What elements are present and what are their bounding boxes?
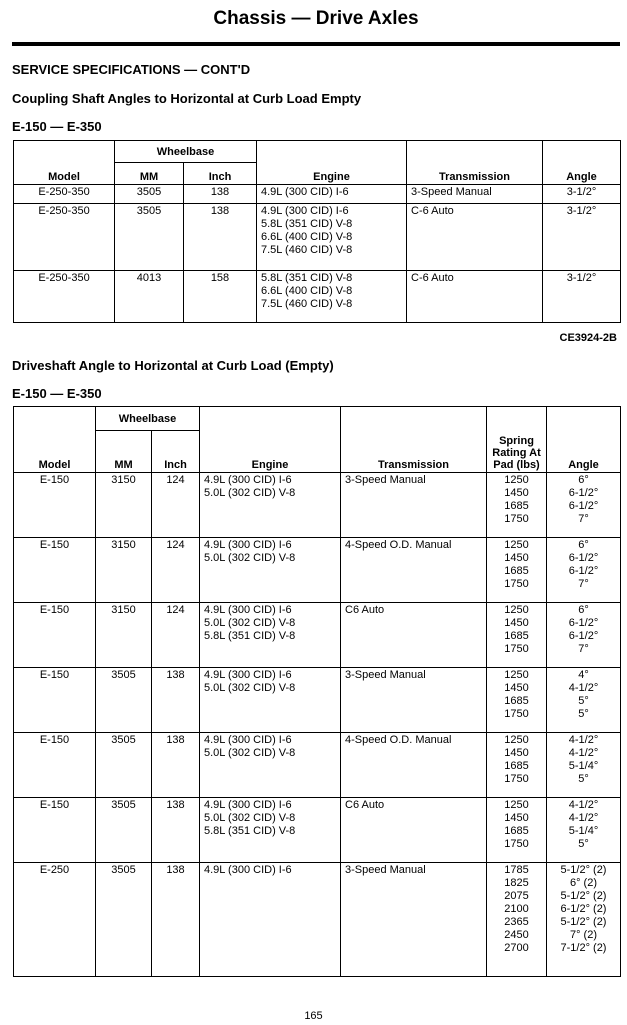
spring-cell xyxy=(487,473,547,538)
angle-cell-line: 6° xyxy=(578,604,589,616)
model-cell: E-150 xyxy=(14,668,96,733)
transmission-cell: 4-Speed O.D. Manual xyxy=(341,538,487,603)
engine-cell-line: 4.9L (300 CID) I-6 xyxy=(204,734,292,746)
engine-cell-line: 4.9L (300 CID) I-6 xyxy=(204,604,292,616)
spring-cell-line: 1450 xyxy=(504,682,529,694)
engine-cell xyxy=(200,863,341,977)
model-cell: E-250-350 xyxy=(14,204,115,271)
spring-cell-line: 1785 xyxy=(504,864,529,876)
table-row xyxy=(14,271,621,323)
mm-cell: 3505 xyxy=(96,668,152,733)
spring-cell-line: 1450 xyxy=(504,552,529,564)
engine-cell-line: 5.0L (302 CID) V-8 xyxy=(204,487,296,499)
angle-cell-line: 4-1/2° xyxy=(568,682,599,694)
table-row xyxy=(14,798,621,863)
mm-cell: 3505 xyxy=(96,798,152,863)
angle-cell-line: 5-1/2° (2) xyxy=(560,890,607,902)
engine-cell-line: 5.0L (302 CID) V-8 xyxy=(204,747,296,759)
inch-cell: 124 xyxy=(152,603,200,668)
header-wheelbase: Wheelbase xyxy=(96,407,200,431)
header-inch: Inch xyxy=(152,431,200,473)
angle-cell-line: 7° xyxy=(578,578,589,590)
angle-cell-line: 5° xyxy=(578,695,589,707)
spring-cell-line: 1450 xyxy=(504,487,529,499)
mm-cell: 3505 xyxy=(115,185,184,204)
angle-cell-line: 5-1/4° xyxy=(568,760,599,772)
model-cell: E-150 xyxy=(14,538,96,603)
mm-cell: 3505 xyxy=(96,863,152,977)
header-wheelbase: Wheelbase xyxy=(115,141,257,163)
inch-cell: 138 xyxy=(152,798,200,863)
transmission-cell: C-6 Auto xyxy=(407,204,543,271)
engine-cell-line: 4.9L (300 CID) I-6 xyxy=(204,799,292,811)
spring-cell-line: 2450 xyxy=(504,929,529,941)
angle-cell xyxy=(547,668,621,733)
engine-cell xyxy=(257,271,407,323)
engine-cell-line: 5.0L (302 CID) V-8 xyxy=(204,812,296,824)
angle-cell-line: 6-1/2° xyxy=(568,500,599,512)
engine-cell-line: 4.9L (300 CID) I-6 xyxy=(261,205,349,217)
angle-cell-line: 6-1/2° xyxy=(568,630,599,642)
spring-cell-line: 2365 xyxy=(504,916,529,928)
spring-cell-line: 1750 xyxy=(504,708,529,720)
inch-cell: 138 xyxy=(184,204,257,271)
table1-title: Coupling Shaft Angles to Horizontal at Curb Load Empty xyxy=(12,91,362,106)
angle-cell xyxy=(547,733,621,798)
angle-cell-line: 5° xyxy=(578,708,589,720)
header-angle: Angle xyxy=(543,141,621,185)
angle-cell-line: 6-1/2° xyxy=(568,552,599,564)
header-transmission: Transmission xyxy=(407,141,543,185)
table1-range: E-150 — E-350 xyxy=(12,119,102,134)
transmission-cell: 3-Speed Manual xyxy=(341,863,487,977)
spring-cell-line: 1250 xyxy=(504,474,529,486)
angle-cell-line: 4-1/2° xyxy=(568,812,599,824)
engine-cell-line: 4.9L (300 CID) I-6 xyxy=(204,474,292,486)
spring-cell-line: 1750 xyxy=(504,838,529,850)
model-cell: E-150 xyxy=(14,603,96,668)
table-row xyxy=(14,863,621,977)
engine-cell-line: 4.9L (300 CID) I-6 xyxy=(204,864,292,876)
engine-cell-line: 6.6L (400 CID) V-8 xyxy=(261,285,353,297)
table-row xyxy=(14,603,621,668)
angle-cell-line: 7° (2) xyxy=(569,929,598,941)
engine-cell xyxy=(200,798,341,863)
engine-cell-line: 7.5L (460 CID) V-8 xyxy=(261,298,353,310)
angle-cell xyxy=(547,538,621,603)
spring-cell-line: 1685 xyxy=(504,630,529,642)
mm-cell: 4013 xyxy=(115,271,184,323)
page-title: Chassis — Drive Axles xyxy=(213,8,419,29)
engine-cell xyxy=(257,185,407,204)
header-spring-line: Rating xyxy=(492,447,527,459)
engine-cell xyxy=(200,603,341,668)
angle-cell-line: 4-1/2° xyxy=(568,734,599,746)
header-model: Model xyxy=(14,141,115,185)
header-angle: Angle xyxy=(547,407,621,473)
spring-cell-line: 1750 xyxy=(504,578,529,590)
spring-cell-line: 1250 xyxy=(504,799,529,811)
angle-cell-line: 5° xyxy=(578,773,589,785)
spring-cell-line: 1685 xyxy=(504,695,529,707)
angle-cell-line: 5-1/2° (2) xyxy=(560,864,607,876)
engine-cell-line: 4.9L (300 CID) I-6 xyxy=(204,669,292,681)
model-cell: E-150 xyxy=(14,798,96,863)
mm-cell: 3505 xyxy=(115,204,184,271)
spring-cell-line: 2075 xyxy=(504,890,529,902)
table-row xyxy=(14,473,621,538)
angle-cell-line: 6° (2) xyxy=(569,877,598,889)
spring-cell xyxy=(487,863,547,977)
engine-cell-line: 5.8L (351 CID) V-8 xyxy=(204,630,296,642)
transmission-cell: 4-Speed O.D. Manual xyxy=(341,733,487,798)
page-header xyxy=(12,4,620,46)
spring-cell-line: 1250 xyxy=(504,669,529,681)
angle-cell xyxy=(547,798,621,863)
spring-cell-line: 1250 xyxy=(504,604,529,616)
engine-cell-line: 6.6L (400 CID) V-8 xyxy=(261,231,353,243)
inch-cell: 138 xyxy=(152,668,200,733)
angle-cell-line: 6-1/2° (2) xyxy=(560,903,607,915)
spring-cell-line: 1825 xyxy=(504,877,529,889)
spring-cell xyxy=(487,668,547,733)
table-row xyxy=(14,185,621,204)
angle-cell-line: 7-1/2° (2) xyxy=(560,942,607,954)
transmission-cell: 3-Speed Manual xyxy=(341,473,487,538)
angle-cell xyxy=(547,603,621,668)
mm-cell: 3150 xyxy=(96,603,152,668)
engine-cell-line: 5.8L (351 CID) V-8 xyxy=(204,825,296,837)
angle-cell-line: 6-1/2° xyxy=(568,565,599,577)
inch-cell: 138 xyxy=(184,185,257,204)
engine-cell-line: 5.0L (302 CID) V-8 xyxy=(204,617,296,629)
header-mm: MM xyxy=(96,431,152,473)
mm-cell: 3150 xyxy=(96,473,152,538)
angle-cell-line: 5-1/4° xyxy=(568,825,599,837)
spring-cell-line: 1685 xyxy=(504,825,529,837)
header-inch: Inch xyxy=(184,163,257,185)
angle-cell-line: 4° xyxy=(578,669,589,681)
transmission-cell: 3-Speed Manual xyxy=(407,185,543,204)
spring-cell-line: 1750 xyxy=(504,643,529,655)
engine-cell-line: 7.5L (460 CID) V-8 xyxy=(261,244,353,256)
table-row xyxy=(14,204,621,271)
engine-cell-line: 5.0L (302 CID) V-8 xyxy=(204,682,296,694)
engine-cell xyxy=(257,204,407,271)
angle-cell-line: 6-1/2° xyxy=(568,617,599,629)
engine-cell-line: 5.8L (351 CID) V-8 xyxy=(261,272,353,284)
spring-cell xyxy=(487,798,547,863)
mm-cell: 3505 xyxy=(96,733,152,798)
engine-cell xyxy=(200,473,341,538)
angle-cell-line: 6° xyxy=(578,539,589,551)
angle-cell-line: 6° xyxy=(578,474,589,486)
figure-reference: CE3924-2B xyxy=(559,332,617,344)
spring-cell-line: 1750 xyxy=(504,773,529,785)
engine-cell-line: 5.0L (302 CID) V-8 xyxy=(204,552,296,564)
spring-cell-line: 1750 xyxy=(504,513,529,525)
page-number: 165 xyxy=(304,1010,323,1022)
header-mm: MM xyxy=(115,163,184,185)
transmission-cell: C6 Auto xyxy=(341,603,487,668)
angle-cell xyxy=(547,863,621,977)
header-spring-line: At Pad xyxy=(493,447,541,471)
inch-cell: 124 xyxy=(152,538,200,603)
engine-cell xyxy=(200,538,341,603)
inch-cell: 158 xyxy=(184,271,257,323)
model-cell: E-250-350 xyxy=(14,185,115,204)
spring-cell-line: 2100 xyxy=(504,903,529,915)
angle-cell: 3-1/2° xyxy=(543,185,621,204)
driveshaft-angle-table xyxy=(13,406,621,977)
spring-cell xyxy=(487,603,547,668)
engine-cell-line: 5.8L (351 CID) V-8 xyxy=(261,218,353,230)
angle-cell: 3-1/2° xyxy=(543,271,621,323)
model-cell: E-150 xyxy=(14,473,96,538)
transmission-cell: C-6 Auto xyxy=(407,271,543,323)
model-cell: E-150 xyxy=(14,733,96,798)
header-transmission: Transmission xyxy=(341,407,487,473)
model-cell: E-250-350 xyxy=(14,271,115,323)
engine-cell-line: 4.9L (300 CID) I-6 xyxy=(261,186,349,198)
spring-cell-line: 1450 xyxy=(504,617,529,629)
inch-cell: 124 xyxy=(152,473,200,538)
transmission-cell: 3-Speed Manual xyxy=(341,668,487,733)
section-title: SERVICE SPECIFICATIONS — CONT'D xyxy=(12,62,251,77)
mm-cell: 3150 xyxy=(96,538,152,603)
spring-cell-line: 2700 xyxy=(504,942,529,954)
header-spring-line: (lbs) xyxy=(516,459,540,471)
spring-cell xyxy=(487,538,547,603)
header-engine: Engine xyxy=(257,141,407,185)
transmission-cell: C6 Auto xyxy=(341,798,487,863)
table-row xyxy=(14,538,621,603)
spring-cell-line: 1450 xyxy=(504,812,529,824)
table-row xyxy=(14,733,621,798)
angle-cell: 3-1/2° xyxy=(543,204,621,271)
angle-cell-line: 7° xyxy=(578,643,589,655)
angle-cell-line: 4-1/2° xyxy=(568,799,599,811)
model-cell: E-250 xyxy=(14,863,96,977)
angle-cell-line: 4-1/2° xyxy=(568,747,599,759)
header-model: Model xyxy=(14,407,96,473)
spring-cell-line: 1250 xyxy=(504,539,529,551)
spring-cell-line: 1685 xyxy=(504,760,529,772)
engine-cell xyxy=(200,668,341,733)
angle-cell xyxy=(547,473,621,538)
header-spring-rating xyxy=(487,407,547,473)
header-spring-line: Spring xyxy=(499,435,534,447)
angle-cell-line: 6-1/2° xyxy=(568,487,599,499)
angle-cell-line: 5° xyxy=(578,838,589,850)
spring-cell-line: 1685 xyxy=(504,565,529,577)
engine-cell-line: 4.9L (300 CID) I-6 xyxy=(204,539,292,551)
spring-cell-line: 1250 xyxy=(504,734,529,746)
angle-cell-line: 7° xyxy=(578,513,589,525)
header-engine: Engine xyxy=(200,407,341,473)
inch-cell: 138 xyxy=(152,863,200,977)
inch-cell: 138 xyxy=(152,733,200,798)
angle-cell-line: 5-1/2° (2) xyxy=(560,916,607,928)
spring-cell-line: 1450 xyxy=(504,747,529,759)
spring-cell-line: 1685 xyxy=(504,500,529,512)
table2-range: E-150 — E-350 xyxy=(12,386,102,401)
table2-title: Driveshaft Angle to Horizontal at Curb Load (Empty) xyxy=(12,358,334,373)
coupling-shaft-table xyxy=(13,140,621,323)
spring-cell xyxy=(487,733,547,798)
table-row xyxy=(14,668,621,733)
engine-cell xyxy=(200,733,341,798)
